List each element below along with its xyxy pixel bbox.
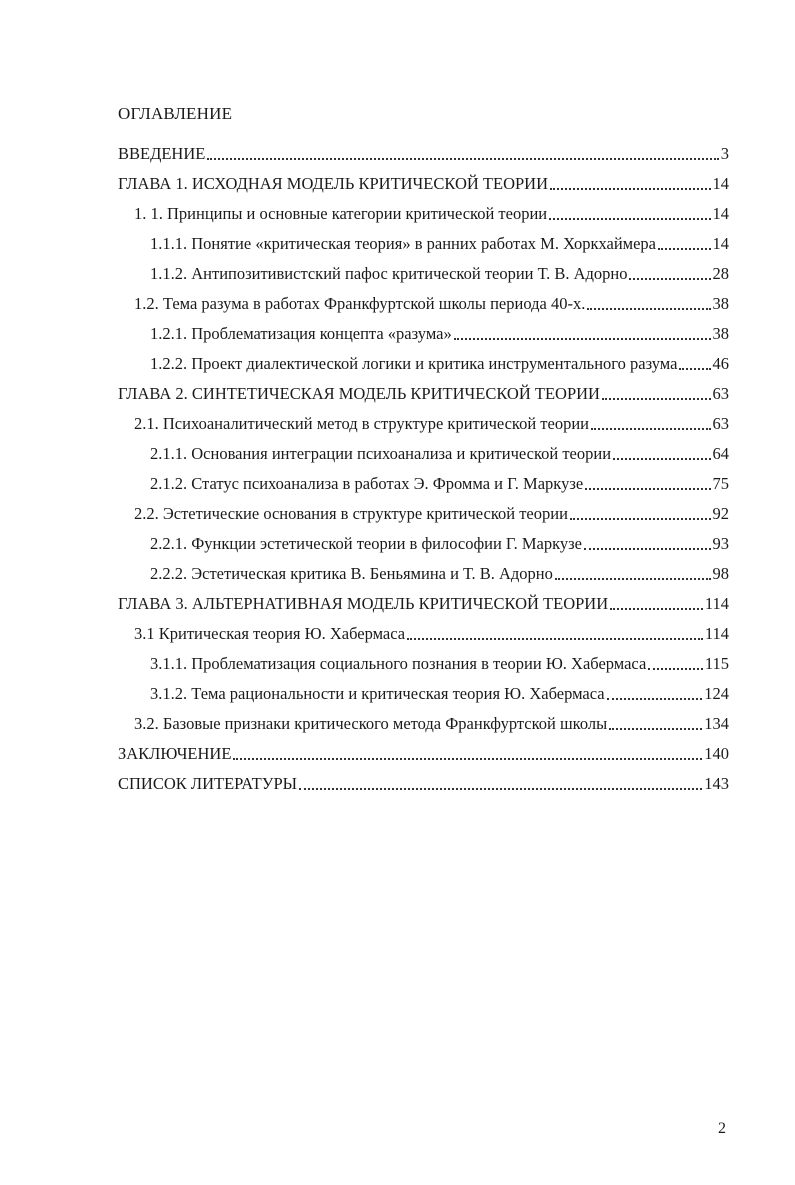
- toc-entry[interactable]: [118, 588, 729, 614]
- toc-entry-label: 2.2.2. Эстетическая критика В. Беньямина и Т. В. Адорно: [150, 564, 553, 583]
- toc-entry-page: 28: [712, 264, 729, 283]
- toc-entry-page: 38: [712, 324, 729, 343]
- toc-entry[interactable]: [150, 528, 729, 554]
- toc-entry[interactable]: [134, 288, 729, 314]
- toc-entry-label: ГЛАВА 3. АЛЬТЕРНАТИВНАЯ МОДЕЛЬ КРИТИЧЕСКОЙ ТЕОРИИ: [118, 594, 609, 613]
- toc-entry[interactable]: [118, 768, 729, 794]
- toc-entry[interactable]: [134, 408, 729, 434]
- toc-entry[interactable]: [150, 648, 729, 674]
- dot-leader: [587, 308, 710, 310]
- toc-entry-page: 75: [712, 474, 729, 493]
- toc-entry-page: 38: [712, 294, 729, 313]
- toc-entry-label: 3.1.2. Тема рациональности и критическая теория Ю. Хабермаса: [150, 684, 605, 703]
- dot-leader: [549, 218, 710, 220]
- dot-leader: [299, 788, 702, 790]
- toc-entry[interactable]: [150, 678, 729, 704]
- dot-leader: [658, 248, 710, 250]
- toc-entry-page: 115: [704, 654, 729, 673]
- dot-leader: [584, 548, 711, 550]
- toc-entry[interactable]: [150, 318, 729, 344]
- toc-entry-page: 98: [712, 564, 729, 583]
- dot-leader: [609, 728, 702, 730]
- toc-entry-page: 140: [704, 744, 729, 763]
- toc-entry-label: 3.2. Базовые признаки критического метода Франкфуртской школы: [134, 714, 608, 733]
- toc-entry-label: 2.2.1. Функции эстетической теории в философии Г. Маркузе: [150, 534, 582, 553]
- toc-entry-page: 46: [712, 354, 729, 373]
- toc-entry[interactable]: [118, 168, 729, 194]
- toc-entry-page: 134: [704, 714, 729, 733]
- toc-entry-page: 14: [712, 234, 729, 253]
- page-number: 2: [718, 1120, 726, 1137]
- toc-entry[interactable]: [150, 558, 729, 584]
- toc-entry-page: 14: [712, 174, 729, 193]
- toc-entry-label: 2.1. Психоаналитический метод в структуре критической теории: [134, 414, 589, 433]
- toc-entry[interactable]: [118, 738, 729, 764]
- toc-entry[interactable]: [134, 498, 729, 524]
- toc-entry-label: 3.1.1. Проблематизация социального познания в теории Ю. Хабермаса: [150, 654, 647, 673]
- dot-leader: [679, 368, 710, 370]
- toc-entry-label: 1.1.2. Антипозитивистский пафос критической теории Т. В. Адорно: [150, 264, 628, 283]
- dot-leader: [550, 188, 711, 190]
- toc-entry-label: ЗАКЛЮЧЕНИЕ: [118, 744, 232, 763]
- toc-entry-label: ГЛАВА 1. ИСХОДНАЯ МОДЕЛЬ КРИТИЧЕСКОЙ ТЕОРИИ: [118, 174, 548, 193]
- toc-entry-label: 1. 1. Принципы и основные категории критической теории: [134, 204, 548, 223]
- toc-entry[interactable]: [150, 228, 729, 254]
- toc-entry-label: 2.2. Эстетические основания в структуре критической теории: [134, 504, 568, 523]
- toc-entry-page: 63: [712, 384, 729, 403]
- dot-leader: [610, 608, 703, 610]
- toc-entry-label: 1.2. Тема разума в работах Франкфуртской школы периода 40-х.: [134, 294, 586, 313]
- toc-entry-page: 3: [720, 144, 729, 163]
- dot-leader: [585, 488, 710, 490]
- toc-entry-label: 2.1.2. Статус психоанализа в работах Э. Фромма и Г. Маркузе: [150, 474, 584, 493]
- dot-leader: [407, 638, 703, 640]
- toc-entry-page: 14: [712, 204, 729, 223]
- dot-leader: [233, 758, 702, 760]
- toc-entry[interactable]: [150, 438, 729, 464]
- toc-entry-page: 143: [704, 774, 729, 793]
- dot-leader: [607, 698, 703, 700]
- toc-entry-page: 92: [712, 504, 729, 523]
- dot-leader: [570, 518, 711, 520]
- dot-leader: [555, 578, 711, 580]
- toc-entry-label: 2.1.1. Основания интеграции психоанализа и критической теории: [150, 444, 612, 463]
- toc-entry-page: 64: [712, 444, 729, 463]
- toc-entry-page: 63: [712, 414, 729, 433]
- toc-entry-page: 114: [704, 624, 729, 643]
- dot-leader: [454, 338, 711, 340]
- toc-entry-label: 1.2.2. Проект диалектической логики и критика инструментального разума: [150, 354, 678, 373]
- toc-entry[interactable]: [150, 468, 729, 494]
- toc-entry[interactable]: [134, 618, 729, 644]
- toc-entry[interactable]: [118, 138, 729, 164]
- toc-entry-label: 1.1.1. Понятие «критическая теория» в ранних работах М. Хоркхаймера: [150, 234, 657, 253]
- toc-entry-label: ВВЕДЕНИЕ: [118, 144, 206, 163]
- toc-entry-label: 3.1 Критическая теория Ю. Хабермаса: [134, 624, 406, 643]
- dot-leader: [602, 398, 711, 400]
- toc-entry[interactable]: [150, 258, 729, 284]
- toc-entry-label: 1.2.1. Проблематизация концепта «разума»: [150, 324, 452, 343]
- toc-entry[interactable]: [118, 378, 729, 404]
- toc-entry[interactable]: [134, 198, 729, 224]
- dot-leader: [648, 668, 703, 670]
- dot-leader: [613, 458, 710, 460]
- dot-leader: [591, 428, 711, 430]
- toc-entry[interactable]: [150, 348, 729, 374]
- dot-leader: [629, 278, 710, 280]
- toc-entry-label: ГЛАВА 2. СИНТЕТИЧЕСКАЯ МОДЕЛЬ КРИТИЧЕСКОЙ ТЕОРИИ: [118, 384, 600, 403]
- dot-leader: [207, 158, 718, 160]
- toc-entry-page: 124: [704, 684, 729, 703]
- toc-entry-page: 114: [704, 594, 729, 613]
- toc-entry-page: 93: [712, 534, 729, 553]
- toc-entry-label: СПИСОК ЛИТЕРАТУРЫ: [118, 774, 298, 793]
- toc-entry[interactable]: [134, 708, 729, 734]
- toc-heading: ОГЛАВЛЕНИЕ: [118, 104, 233, 123]
